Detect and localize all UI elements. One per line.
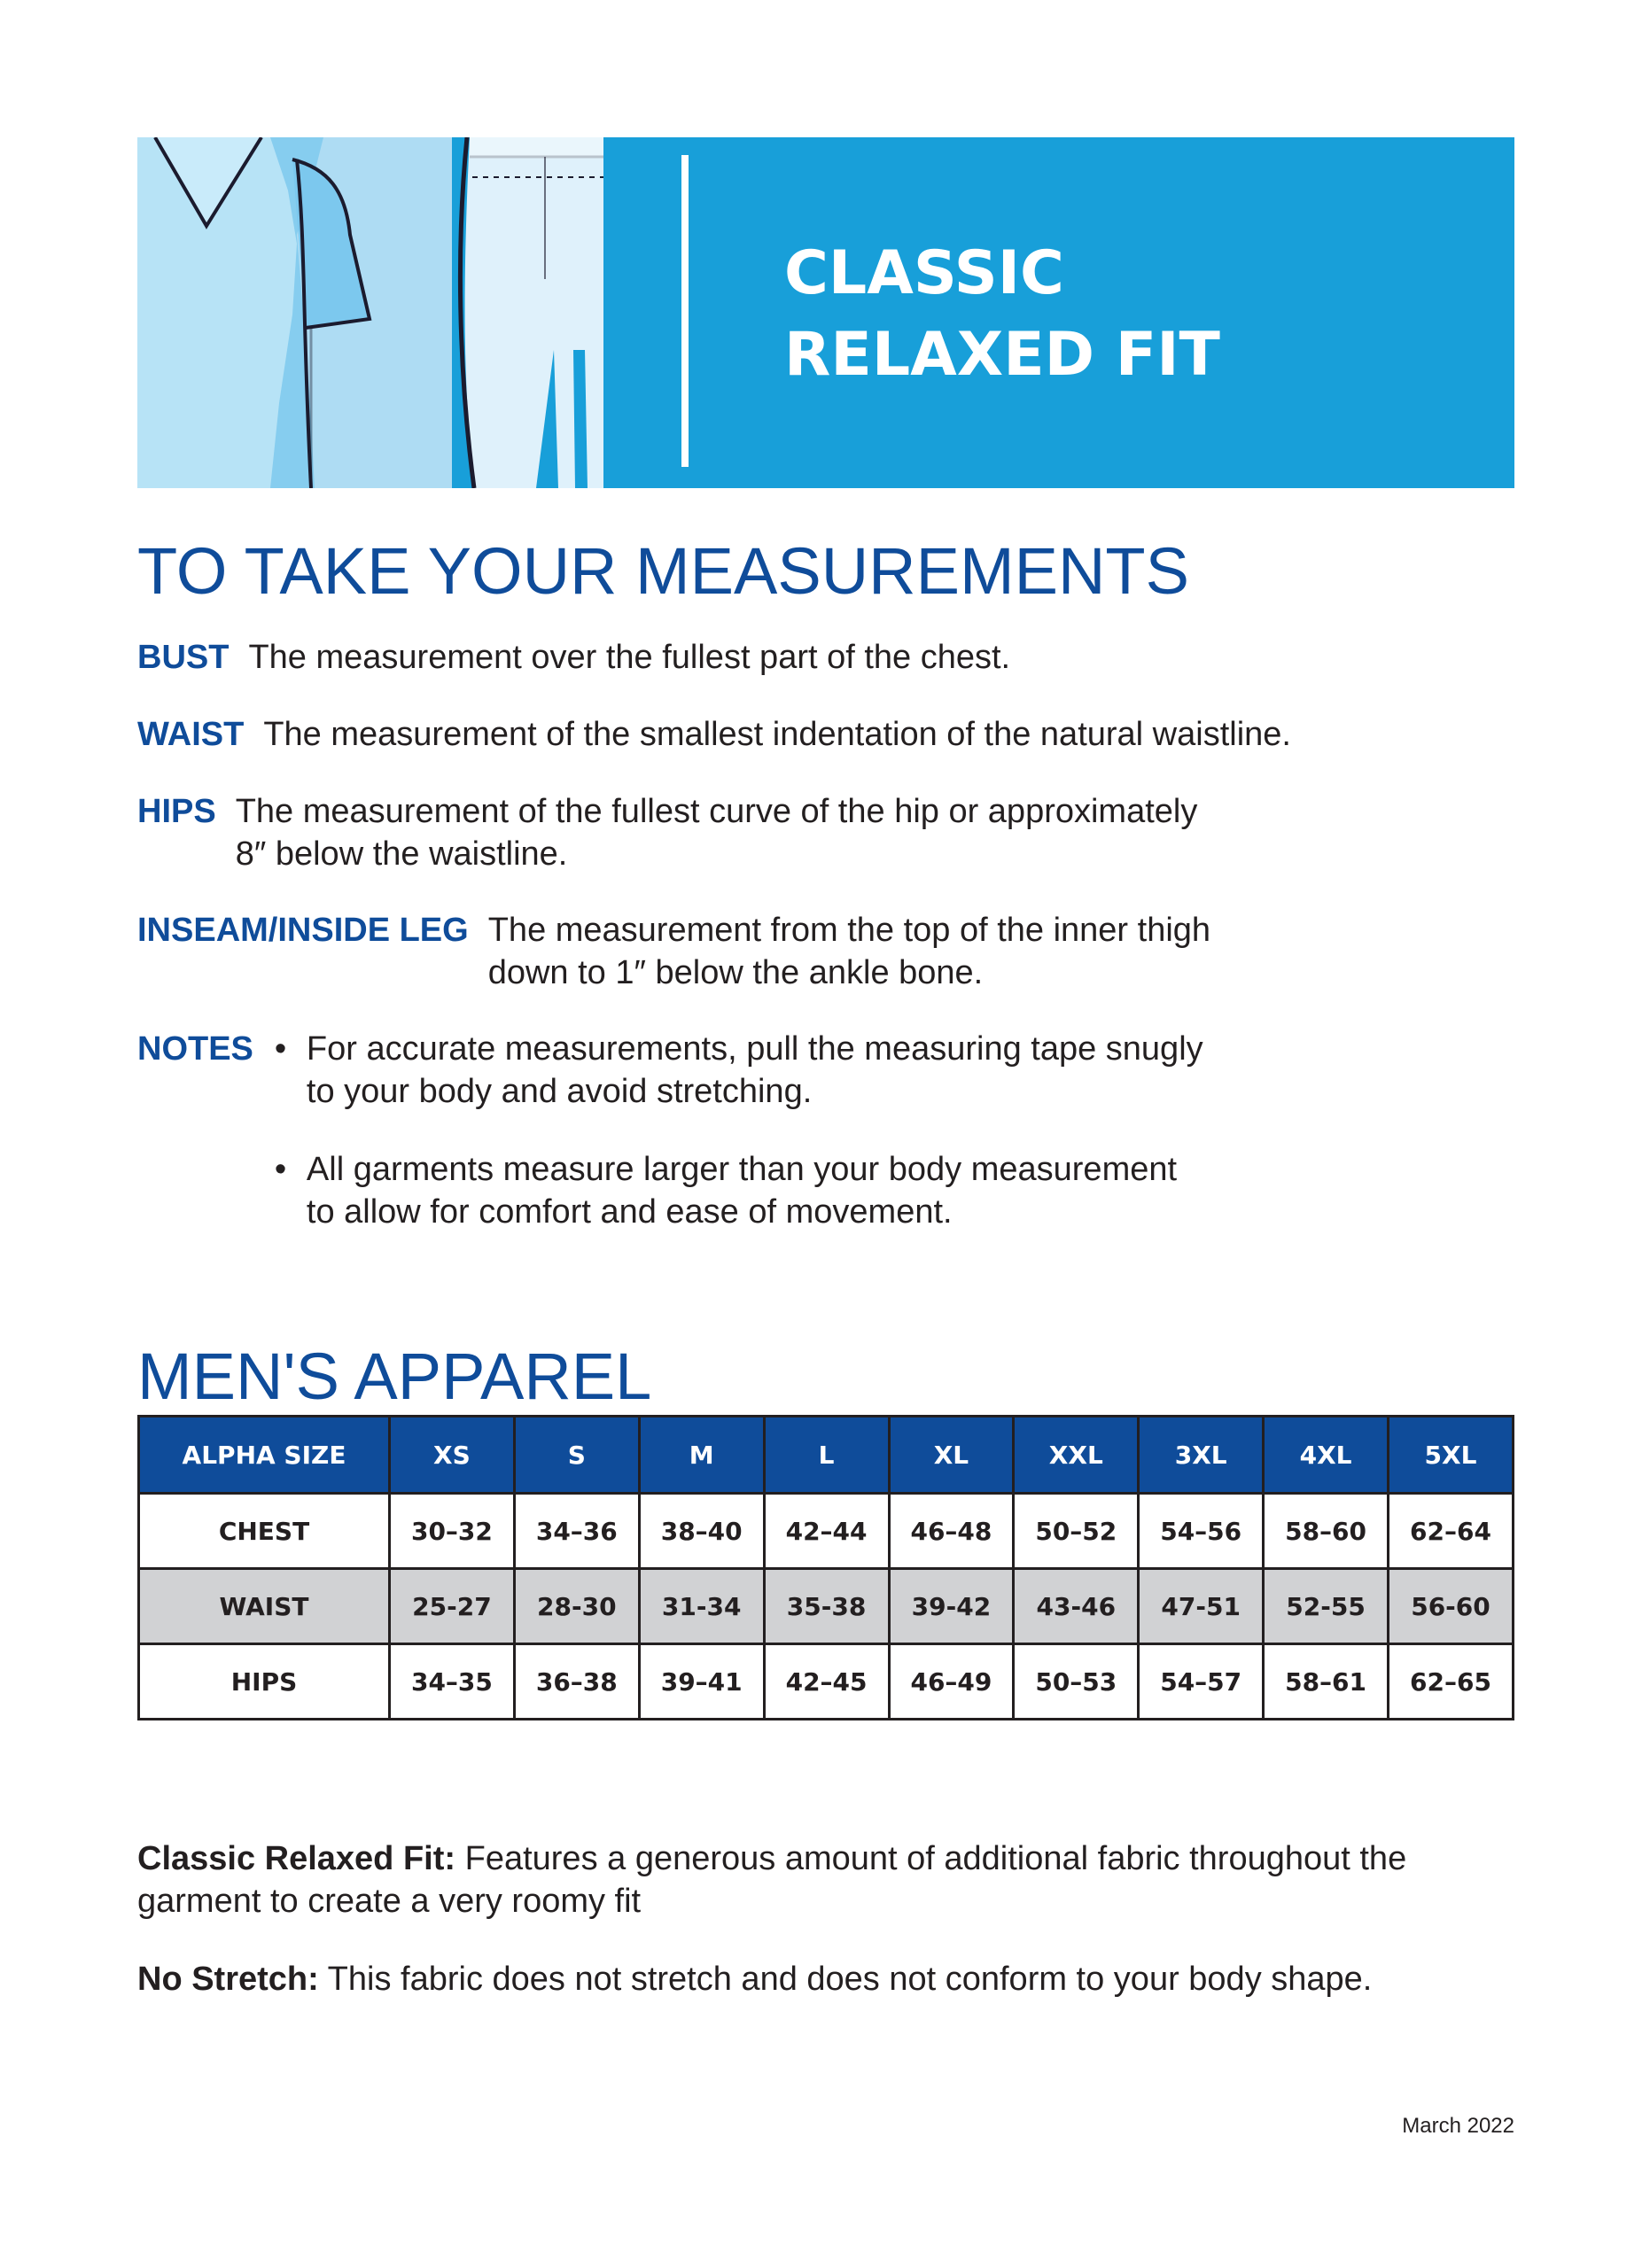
header-cell: ALPHA SIZE [139,1417,390,1494]
note-text: All garments measure larger than your body measurement to allow for comfort and ease of movement. [306,1151,1178,1231]
table-cell: 42–44 [764,1494,889,1569]
row-label: WAIST [139,1569,390,1644]
hips-term: HIPS [137,793,216,830]
header-cell: S [514,1417,639,1494]
table-cell: 39–41 [639,1644,764,1720]
notes-list [273,1028,1203,1233]
header-cell: XL [889,1417,1014,1494]
table-cell: 34–36 [514,1494,639,1569]
classic-fit-label: Classic Relaxed Fit: [137,1840,456,1877]
fit-title [784,233,1220,396]
table-cell: 34–35 [390,1644,515,1720]
header-cell: M [639,1417,764,1494]
table-cell: 25-27 [390,1569,515,1644]
table-cell: 52-55 [1264,1569,1389,1644]
table-cell: 46–48 [889,1494,1014,1569]
bust-description: The measurement over the fullest part of the chest. [248,639,1011,676]
note-item [273,1028,1203,1113]
fit-title-line-2: RELAXED FIT [784,320,1220,390]
no-stretch-note [137,1958,1514,2000]
scrub-top-and-pants-icon [137,137,603,488]
waist-definition [137,713,1291,756]
apparel-heading: MEN'S APPAREL [137,1340,652,1413]
table-cell: 58–60 [1264,1494,1389,1569]
header-cell: 5XL [1389,1417,1514,1494]
table-cell: 28-30 [514,1569,639,1644]
bullet-icon: • [274,1030,287,1068]
revision-date: March 2022 [1402,2114,1514,2138]
table-cell: 50–52 [1014,1494,1139,1569]
bullet-icon: • [274,1151,287,1188]
row-label: CHEST [139,1494,390,1569]
banner-divider [681,155,689,467]
row-label: HIPS [139,1644,390,1720]
table-cell: 42–45 [764,1644,889,1720]
bust-term: BUST [137,639,230,676]
notes-definition [137,1028,1203,1233]
note-text: For accurate measurements, pull the measuring tape snugly to your body and avoid stretching. [306,1030,1203,1110]
table-cell: 43-46 [1014,1569,1139,1644]
header-banner [137,137,1514,488]
table-cell: 54–57 [1139,1644,1264,1720]
note-item [273,1148,1203,1233]
size-header-row [139,1417,1514,1494]
table-cell: 54–56 [1139,1494,1264,1569]
header-cell: L [764,1417,889,1494]
header-cell: 4XL [1264,1417,1389,1494]
table-cell: 38–40 [639,1494,764,1569]
header-cell: XXL [1014,1417,1139,1494]
table-cell: 56-60 [1389,1569,1514,1644]
inseam-definition [137,909,1210,994]
size-chart-table [137,1415,1514,1720]
no-stretch-text: This fabric does not stretch and does not conform to your body shape. [327,1961,1373,1998]
table-cell: 50–53 [1014,1644,1139,1720]
table-cell: 58–61 [1264,1644,1389,1720]
table-cell: 39-42 [889,1569,1014,1644]
header-cell: XS [390,1417,515,1494]
waist-description: The measurement of the smallest indentation of the natural waistline. [263,716,1291,753]
measurements-heading: TO TAKE YOUR MEASUREMENTS [137,534,1189,608]
table-cell: 62–64 [1389,1494,1514,1569]
inseam-description: The measurement from the top of the inner thigh down to 1″ below the ankle bone. [487,912,1211,991]
table-cell: 62–65 [1389,1644,1514,1720]
table-cell: 47-51 [1139,1569,1264,1644]
header-cell: 3XL [1139,1417,1264,1494]
classic-fit-text: Features a generous amount of additional fabric throughout the garment to create a very roomy fit [137,1840,1407,1920]
table-cell: 30–32 [390,1494,515,1569]
hips-definition [137,790,1197,875]
table-row-chest [139,1494,1514,1569]
table-row-waist [139,1569,1514,1644]
table-cell: 46–49 [889,1644,1014,1720]
classic-fit-note [137,1837,1514,1922]
fit-title-line-1: CLASSIC [784,238,1064,308]
table-cell: 31-34 [639,1569,764,1644]
no-stretch-label: No Stretch: [137,1961,319,1998]
waist-term: WAIST [137,716,245,753]
inseam-term: INSEAM/INSIDE LEG [137,912,469,949]
notes-term: NOTES [137,1030,253,1068]
table-cell: 35-38 [764,1569,889,1644]
table-cell: 36–38 [514,1644,639,1720]
table-row-hips [139,1644,1514,1720]
hips-description: The measurement of the fullest curve of the hip or approximately 8″ below the waistline. [235,793,1198,873]
bust-definition [137,636,1010,679]
